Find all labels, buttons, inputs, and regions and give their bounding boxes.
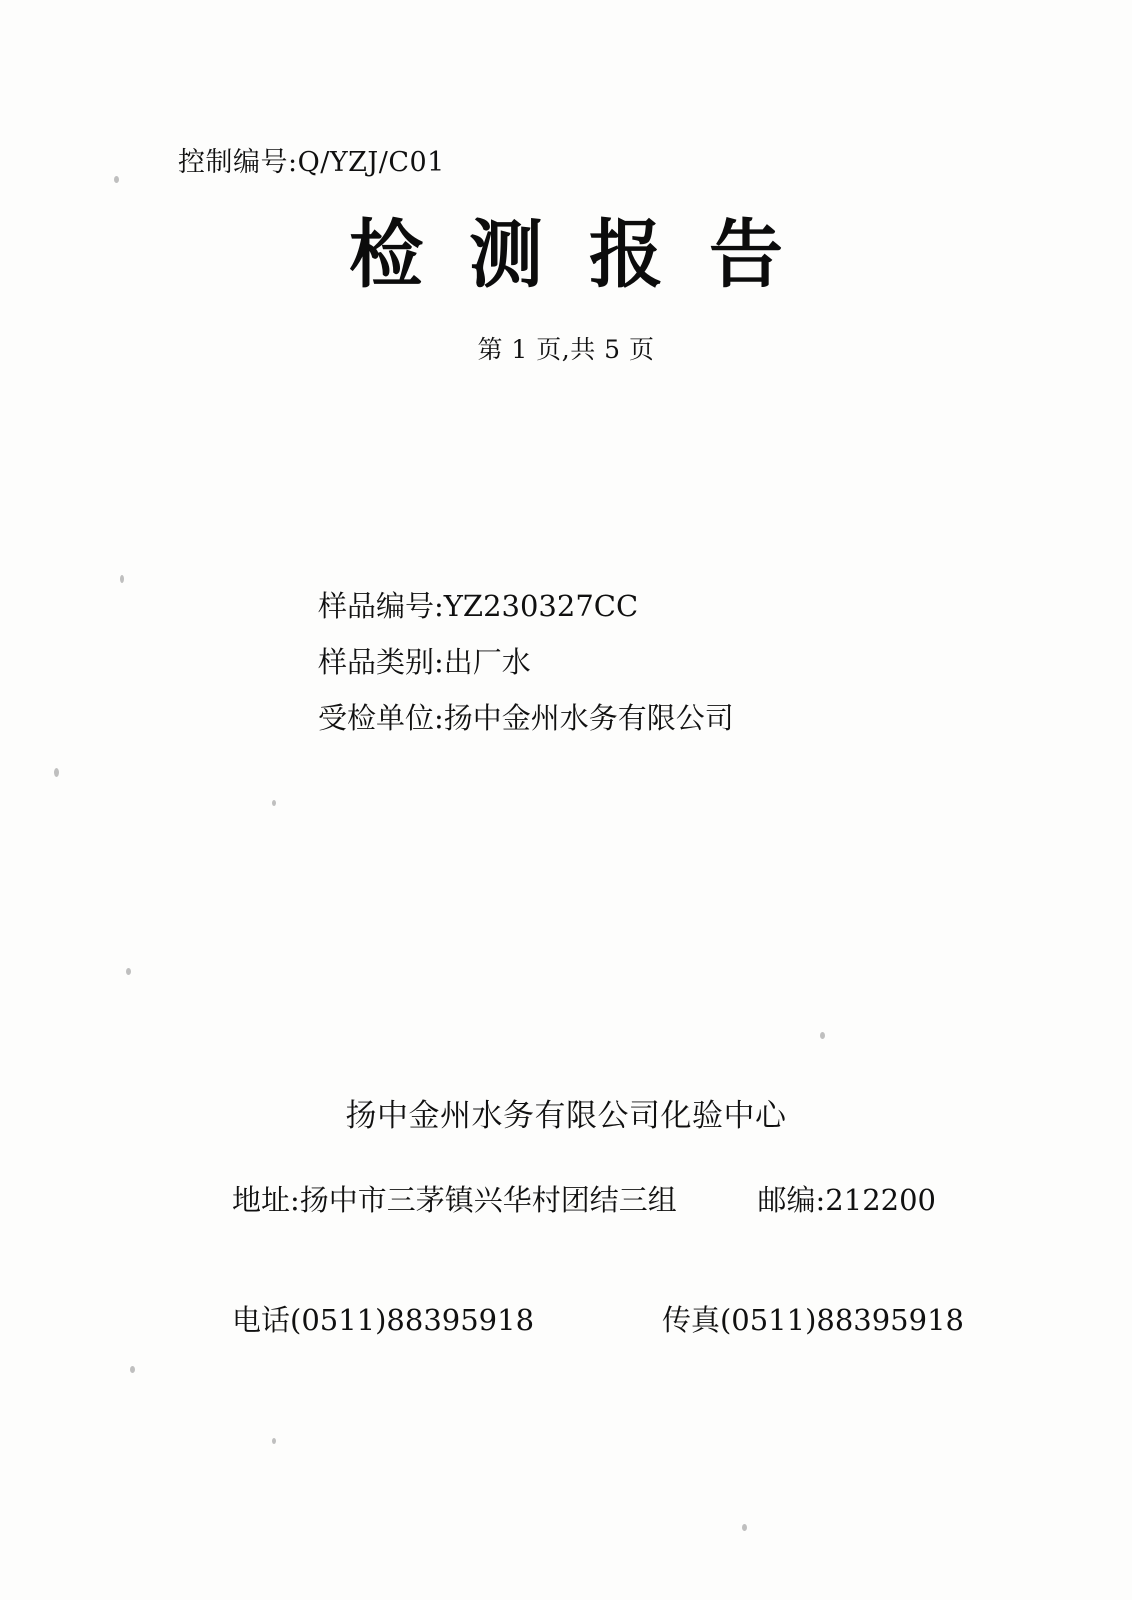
inspected-unit: 受检单位:扬中金州水务有限公司 <box>318 701 734 735</box>
telephone: 电话(0511)88395918 <box>232 1303 535 1337</box>
page-title: 检测报告 <box>349 212 829 298</box>
scan-speck <box>120 575 124 583</box>
sample-info-block <box>318 578 734 746</box>
scan-speck <box>272 1438 276 1444</box>
scan-speck <box>54 768 59 777</box>
postcode: 邮编:212200 <box>757 1183 936 1217</box>
control-number: 控制编号:Q/YZJ/C01 <box>178 147 445 178</box>
fax: 传真(0511)88395918 <box>661 1303 964 1337</box>
contact-row <box>232 1298 964 1339</box>
page-count: 第 1 页,共 5 页 <box>477 335 655 364</box>
address: 地址:扬中市三茅镇兴华村团结三组 <box>232 1183 677 1217</box>
address-row <box>232 1178 936 1219</box>
laboratory-name: 扬中金州水务有限公司化验中心 <box>345 1098 787 1134</box>
scan-speck <box>272 800 276 806</box>
scan-speck <box>114 176 119 183</box>
scan-speck <box>126 968 131 975</box>
scan-speck <box>130 1366 135 1373</box>
scan-speck <box>820 1032 825 1039</box>
sample-category: 样品类别:出厂水 <box>318 645 531 679</box>
scan-speck <box>742 1524 747 1531</box>
sample-number: 样品编号:YZ230327CC <box>318 589 639 623</box>
